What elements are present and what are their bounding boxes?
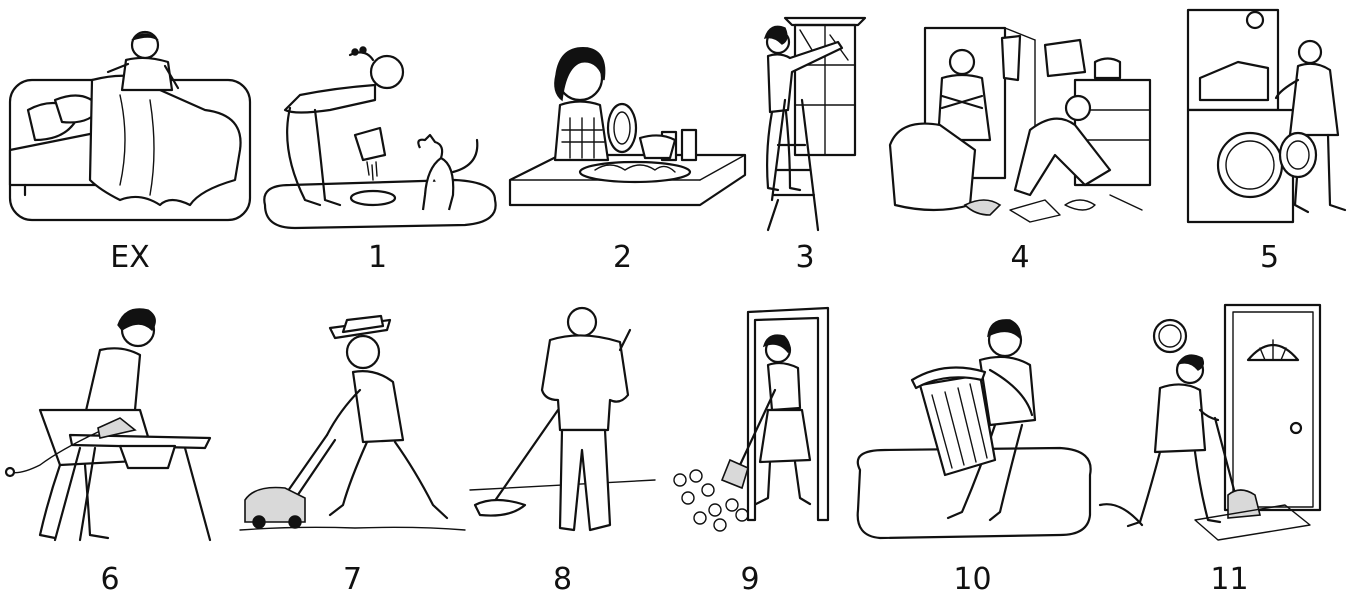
mopping-floor-illustration — [470, 300, 655, 545]
panel-label: 3 — [795, 240, 815, 275]
taking-out-trash-illustration — [850, 300, 1095, 545]
panel-label: 5 — [1259, 240, 1280, 275]
doing-laundry-illustration — [1180, 0, 1359, 230]
panel-5 — [1180, 0, 1359, 290]
mowing-lawn-illustration — [235, 300, 470, 545]
panel-label: 11 — [1210, 562, 1249, 597]
panel-4 — [880, 0, 1160, 290]
messy-room-illustration — [880, 0, 1160, 230]
panel-10 — [850, 300, 1095, 597]
panel-label: 6 — [100, 562, 120, 597]
feeding-cat-illustration — [255, 0, 500, 230]
panel-label: 2 — [612, 240, 633, 275]
panel-label: 9 — [740, 562, 760, 597]
panel-3 — [740, 0, 870, 290]
panel-label: 10 — [953, 562, 992, 597]
panel-1 — [255, 0, 500, 290]
panel-label: 7 — [342, 562, 363, 597]
panel-11 — [1100, 300, 1359, 597]
panel-ex — [0, 0, 260, 290]
panel-label: 1 — [367, 240, 388, 275]
sweeping-illustration — [660, 300, 840, 545]
panel-8 — [470, 300, 655, 597]
panel-7 — [235, 300, 470, 597]
vacuuming-illustration — [1100, 300, 1359, 545]
panel-6 — [0, 300, 220, 597]
making-bed-illustration — [0, 0, 260, 230]
panel-label: EX — [110, 240, 150, 275]
panel-label: 4 — [1010, 240, 1030, 275]
washing-dishes-illustration — [500, 0, 745, 230]
panel-9 — [660, 300, 840, 597]
cleaning-window-illustration — [740, 0, 870, 230]
panel-2 — [500, 0, 745, 290]
panel-label: 8 — [552, 562, 573, 597]
ironing-illustration — [0, 300, 220, 545]
